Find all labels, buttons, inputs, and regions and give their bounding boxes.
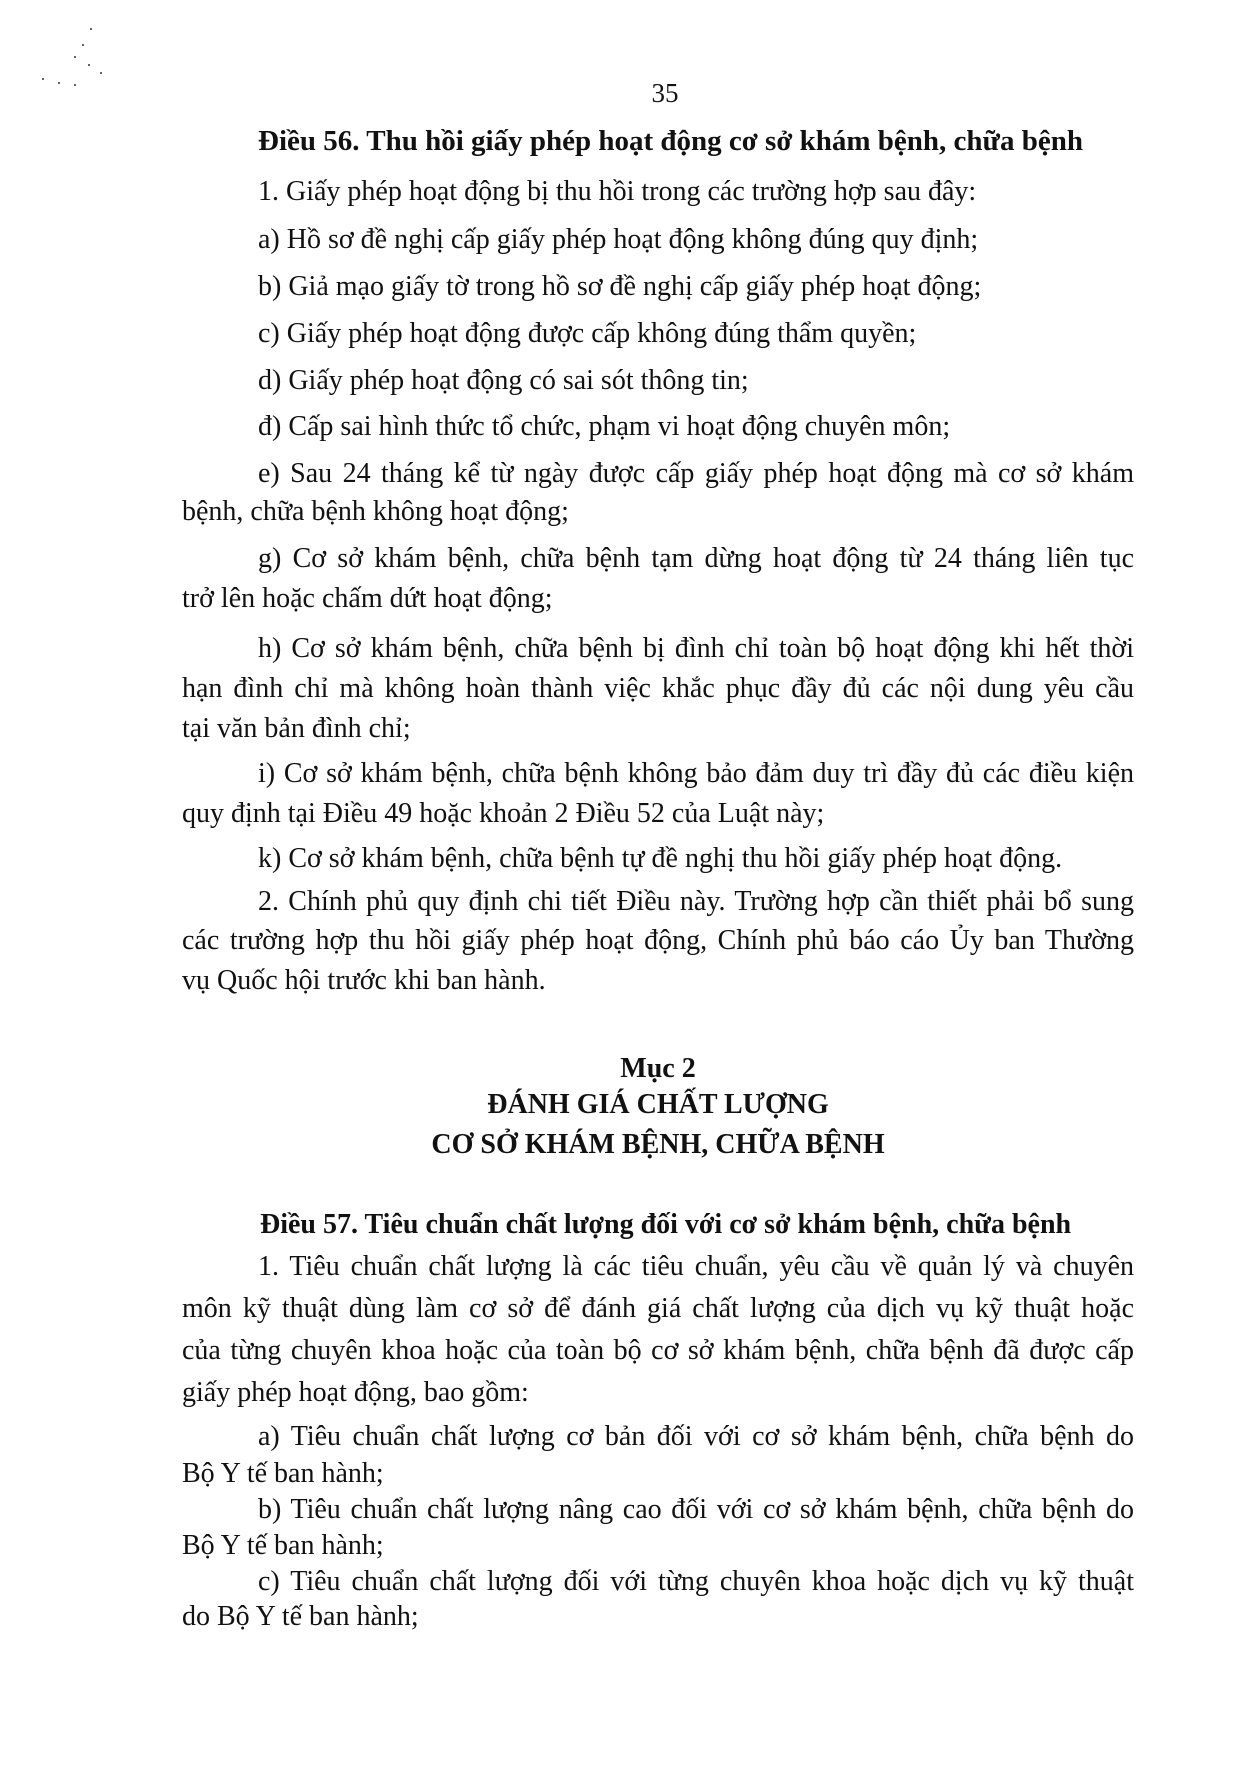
paragraph-line: h) Cơ sở khám bệnh, chữa bệnh bị đình chỉ toàn bộ hoạt động khi hết thời (258, 633, 1134, 664)
paragraph-line: do Bộ Y tế ban hành; (182, 1601, 419, 1632)
paragraph-line: tại văn bản đình chỉ; (182, 713, 411, 744)
paragraph-line: c) Giấy phép hoạt động được cấp không đúng thẩm quyền; (258, 318, 917, 349)
article-57-heading: Điều 57. Tiêu chuẩn chất lượng đối với cơ sở khám bệnh, chữa bệnh (260, 1209, 1072, 1240)
paragraph-line: 1. Giấy phép hoạt động bị thu hồi trong các trường hợp sau đây: (258, 176, 977, 207)
paragraph-line: quy định tại Điều 49 hoặc khoản 2 Điều 52 của Luật này; (182, 798, 825, 829)
paragraph-line: hạn đình chỉ mà không hoàn thành việc khắc phục đầy đủ các nội dung yêu cầu (182, 673, 1134, 704)
paragraph-line: đ) Cấp sai hình thức tổ chức, phạm vi hoạt động chuyên môn; (258, 411, 951, 442)
paragraph-line: e) Sau 24 tháng kể từ ngày được cấp giấy phép hoạt động mà cơ sở khám (258, 458, 1134, 489)
paragraph-line: các trường hợp thu hồi giấy phép hoạt động, Chính phủ báo cáo Ủy ban Thường (182, 925, 1134, 956)
section-label: Mục 2 (620, 1053, 696, 1084)
paragraph-line: bệnh, chữa bệnh không hoạt động; (182, 496, 569, 527)
paragraph-line: trở lên hoặc chấm dứt hoạt động; (182, 583, 553, 614)
section-title-line-1: ĐÁNH GIÁ CHẤT LƯỢNG (487, 1089, 829, 1120)
page-number: 35 (651, 78, 679, 108)
paragraph-line: d) Giấy phép hoạt động có sai sót thông tin; (258, 365, 749, 396)
paragraph-line: giấy phép hoạt động, bao gồm: (182, 1377, 529, 1408)
section-title-line-2: CƠ SỞ KHÁM BỆNH, CHỮA BỆNH (431, 1129, 885, 1160)
article-56-heading: Điều 56. Thu hồi giấy phép hoạt động cơ sở khám bệnh, chữa bệnh (258, 125, 1083, 157)
paragraph-line: Bộ Y tế ban hành; (182, 1458, 384, 1489)
paragraph-line: a) Hồ sơ đề nghị cấp giấy phép hoạt động không đúng quy định; (258, 224, 979, 255)
paragraph-line: i) Cơ sở khám bệnh, chữa bệnh không bảo đảm duy trì đầy đủ các điều kiện (258, 758, 1134, 789)
paragraph-line: a) Tiêu chuẩn chất lượng cơ bản đối với cơ sở khám bệnh, chữa bệnh do (258, 1421, 1134, 1452)
paragraph-line: 1. Tiêu chuẩn chất lượng là các tiêu chuẩn, yêu cầu về quản lý và chuyên (258, 1251, 1134, 1282)
paragraph-line: c) Tiêu chuẩn chất lượng đối với từng chuyên khoa hoặc dịch vụ kỹ thuật (258, 1566, 1134, 1597)
scan-specks (30, 20, 130, 100)
paragraph-line: môn kỹ thuật dùng làm cơ sở để đánh giá chất lượng của dịch vụ kỹ thuật hoặc (182, 1293, 1134, 1324)
paragraph-line: g) Cơ sở khám bệnh, chữa bệnh tạm dừng hoạt động từ 24 tháng liên tục (258, 543, 1134, 574)
paragraph-line: Bộ Y tế ban hành; (182, 1530, 384, 1561)
paragraph-line: vụ Quốc hội trước khi ban hành. (182, 965, 546, 996)
paragraph-line: 2. Chính phủ quy định chi tiết Điều này. Trường hợp cần thiết phải bổ sung (258, 886, 1134, 917)
paragraph-line: b) Giả mạo giấy tờ trong hồ sơ đề nghị cấp giấy phép hoạt động; (258, 271, 982, 302)
paragraph-line: b) Tiêu chuẩn chất lượng nâng cao đối với cơ sở khám bệnh, chữa bệnh do (258, 1494, 1134, 1525)
paragraph-line: của từng chuyên khoa hoặc của toàn bộ cơ sở khám bệnh, chữa bệnh đã được cấp (182, 1335, 1134, 1366)
paragraph-line: k) Cơ sở khám bệnh, chữa bệnh tự đề nghị thu hồi giấy phép hoạt động. (258, 843, 1063, 874)
